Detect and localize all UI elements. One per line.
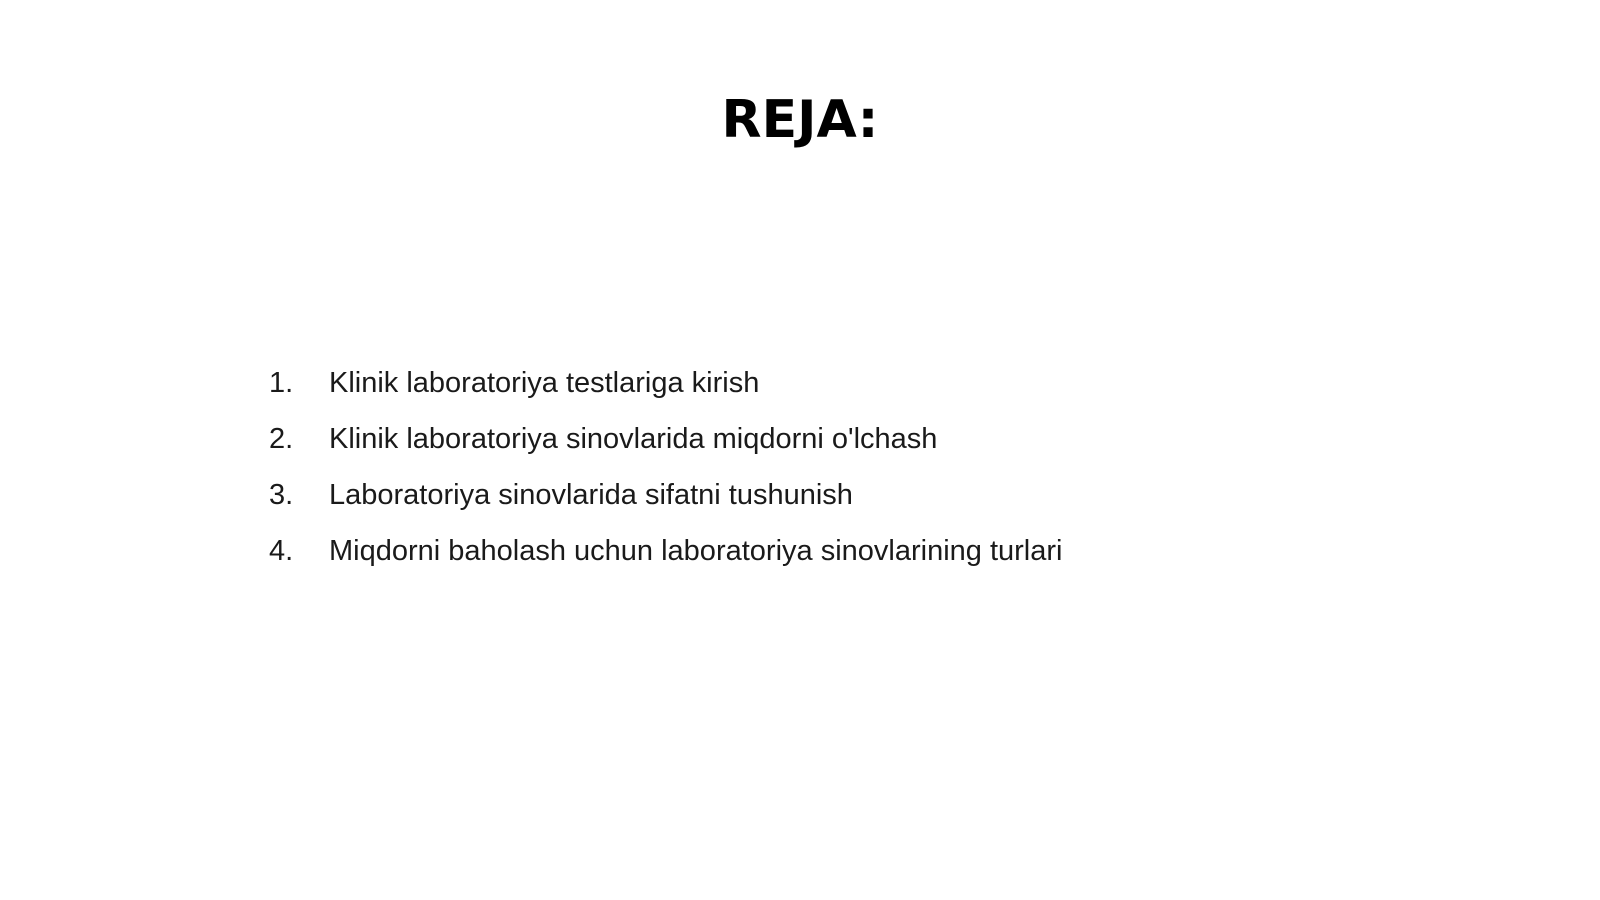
list-item-number: 2. xyxy=(269,423,294,455)
list-item-number: 3. xyxy=(269,479,294,511)
list-item-number: 4. xyxy=(269,535,294,567)
list-item-text: Klinik laboratoriya sinovlarida miqdorni o'lchash xyxy=(329,423,938,455)
list-item xyxy=(269,523,1069,579)
list-item-text: Miqdorni baholash uchun laboratoriya sinovlarining turlari xyxy=(329,535,1063,567)
slide-title: REJA: xyxy=(721,90,879,150)
list-item-number: 1. xyxy=(269,367,294,399)
list-item-text: Klinik laboratoriya testlariga kirish xyxy=(329,367,760,399)
list-item-text: Laboratoriya sinovlarida sifatni tushunish xyxy=(329,479,853,511)
list-item xyxy=(269,411,1069,467)
list-item xyxy=(269,467,1069,523)
list-item xyxy=(269,355,1069,411)
plan-list xyxy=(269,355,1069,579)
